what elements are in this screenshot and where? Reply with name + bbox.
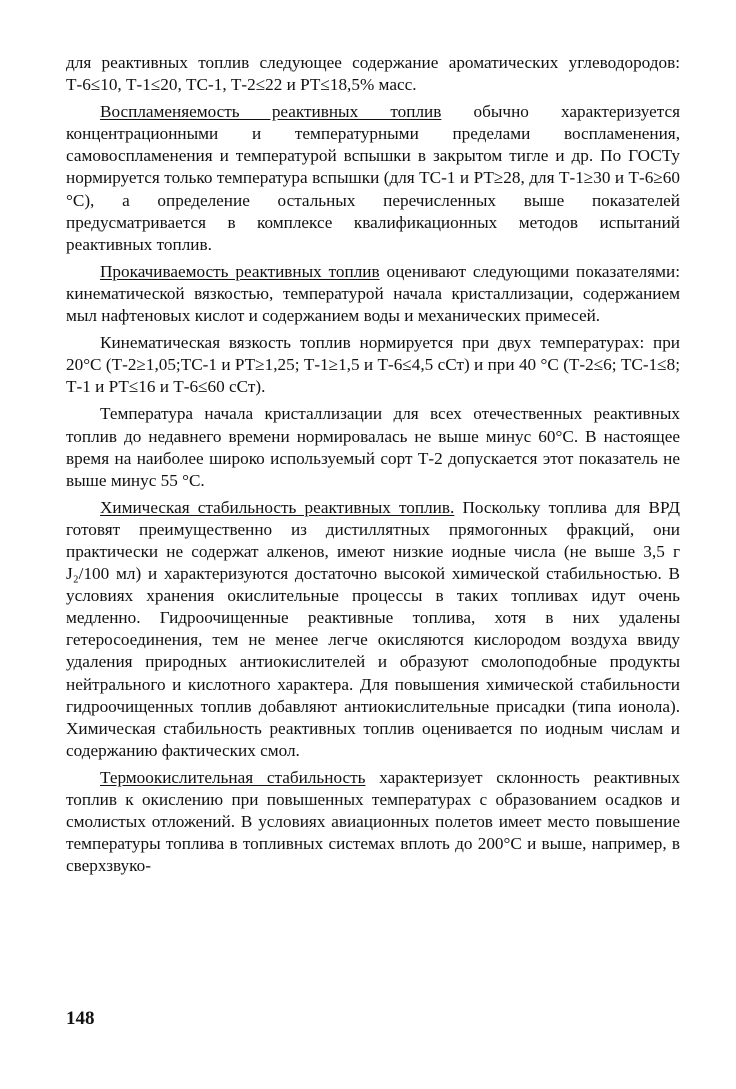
paragraph-thermo-oxidative <box>66 767 680 877</box>
page-number: 148 <box>66 1008 95 1029</box>
paragraph-text: Температура начала кристаллизации для всех отечественных реактивных топлив до недавнего времени нормировалась не выше минус 60°С. В настоящее время на наиболее широко используемый сорт Т-2 допускается этот показатель не выше минус 55 °С. <box>66 404 680 490</box>
paragraph-pumpability <box>66 261 680 327</box>
paragraph-text: характеризует склонность реактивных топлив к окислению при повышенных температурах с образованием осадков и смолистых отложений. В условиях авиационных полетов имеет место повышение температуры топлива в топливных системах вплоть до 200°С и выше, например, в сверхзвуко- <box>66 767 680 876</box>
section-term-flammability: Воспламеняемость реактивных топлив <box>100 102 442 122</box>
page-body <box>66 52 680 882</box>
paragraph-text: Кинематическая вязкость топлив нормируется при двух температурах: при 20°С (Т-2≥1,05;ТС-1 и РТ≥1,25; Т-1≥1,5 и Т-6≤4,5 сСт) и при 40 °С (Т-2≤6; ТС-1≤8; Т-1 и РТ≤16 и Т-6≤60 сСт). <box>66 333 680 397</box>
section-term-pumpability: Прокачиваемость реактивных топлив <box>100 261 380 281</box>
paragraph-crystallization <box>66 403 680 491</box>
paragraph-chemical-stability <box>66 497 680 762</box>
paragraph-viscosity <box>66 332 680 398</box>
paragraph-text: для реактивных топлив следующее содержание ароматических углеводородов: Т-6≤10, Т-1≤20, ТС-1, Т-2≤22 и РТ≤18,5% масс. <box>66 53 680 95</box>
paragraph-text: Поскольку топлива для ВРД готовят преимущественно из дистиллятных прямогонных фракций, они практически не содержат алкенов, имеют низкие иодные числа (не выше 3,5 г J₂/100 мл) и характеризуются достаточно высокой химической стабильностью. В условиях хранения окислительные процессы в таких топливах идут очень медленно. Гидроочищенные реактивные топлива, хотя в них удалены гетеросоединения, тем не менее легче окисляются кислородом воздуха ввиду удаления природных антиокислителей и образуют смолоподобные продукты нейтрального и кислотного характера. Для повышения химической стабильности гидроочищенных топлив добавляют антиокислительные присадки (типа ионола). Химическая стабильность реактивных топлив оценивается по иодным числам и содержанию фактических смол. <box>66 497 680 760</box>
paragraph-flammability <box>66 101 680 256</box>
section-term-thermo-oxidative: Термоокислительная стабильность <box>100 767 366 787</box>
paragraph-aromatics <box>66 52 680 96</box>
paragraph-text: обычно характеризуется концентрационными и температурными пределами воспламенения, самовоспламенения и температурой вспышки в закрытом тигле и др. По ГОСТу нормируется только температура вспышки (для ТС-1 и РТ≥28, для Т-1≥30 и Т-6≥60 °С), а определение остальных перечисленных выше показателей предусматривается в комплексе квалификационных методов испытаний реактивных топлив. <box>66 102 681 254</box>
section-term-chemical-stability: Химическая стабильность реактивных топлив. <box>100 497 455 517</box>
paragraph-text: оценивают следующими показателями: кинематической вязкостью, температурой начала кристаллизации, содержанием мыл нафтеновых кислот и содержанием воды и механических примесей. <box>66 261 680 326</box>
